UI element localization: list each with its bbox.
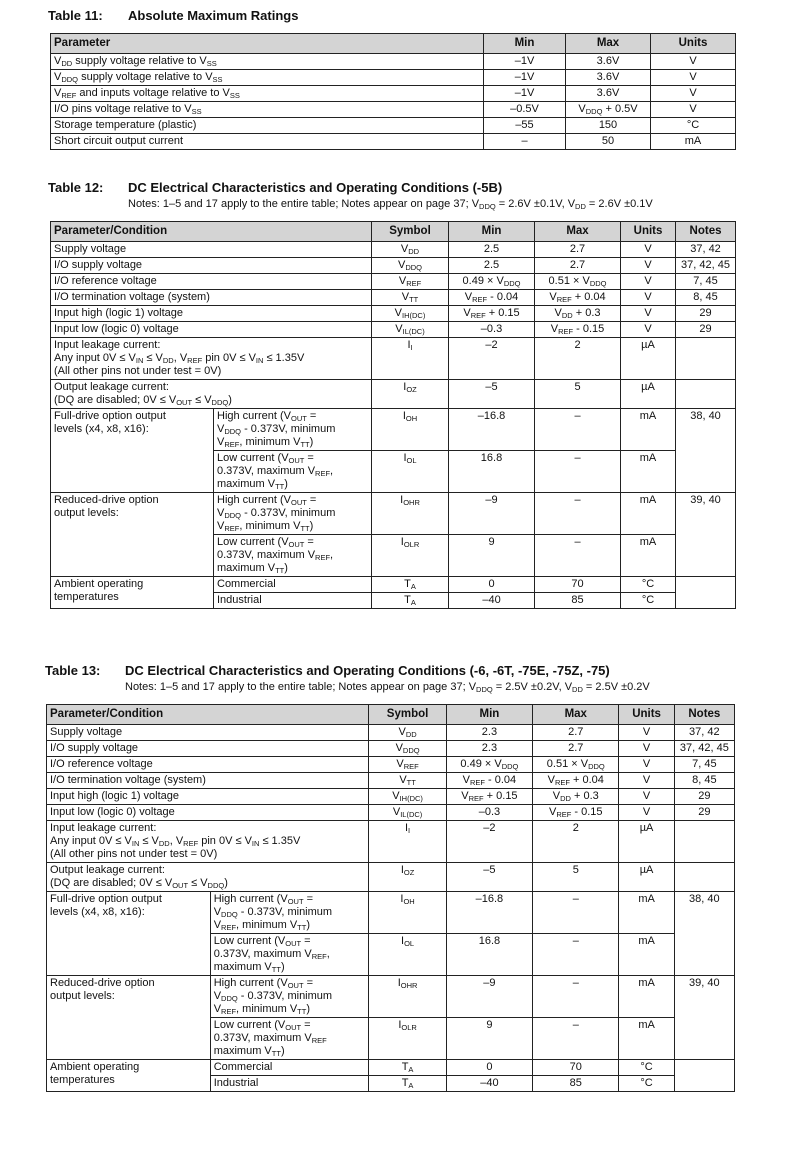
header-cell: Parameter/Condition (47, 705, 369, 725)
condition-cell: Industrial (210, 1076, 369, 1092)
header-cell: Notes (676, 222, 736, 242)
table-row (47, 741, 735, 757)
table-number: Table 12: (48, 180, 104, 195)
symbol-cell: $I_I$ (369, 821, 446, 863)
units-cell: V (619, 789, 674, 805)
min-cell: $V_{REF} + 0.15$ (446, 789, 532, 805)
units-cell: V (621, 290, 676, 306)
table-row (51, 102, 736, 118)
max-cell: – (535, 409, 621, 451)
table-row (47, 1060, 735, 1076)
notes-cell (674, 821, 734, 863)
max-cell: $V_{REF} - 0.15$ (535, 322, 621, 338)
max-cell: 2 (535, 338, 621, 380)
param-cell: Input high (logic 1) voltage (47, 789, 369, 805)
condition-cell: High current ($V_{OUT}$ = $V_{DDQ} - 0.373V$, minimum $V_{REF}$, minimum $V_{TT}$) (210, 976, 369, 1018)
min-cell: –5 (446, 863, 532, 892)
table-row (51, 306, 736, 322)
notes-cell: 37, 42 (674, 725, 734, 741)
max-cell: $V_{REF} - 0.15$ (533, 805, 619, 821)
min-cell: $V_{REF} + 0.15$ (449, 306, 535, 322)
min-cell: 16.8 (446, 934, 532, 976)
units-cell: V (619, 725, 674, 741)
condition-cell: High current ($V_{OUT}$ = $V_{DDQ} - 0.373V$, minimum $V_{REF}$, minimum $V_{TT}$) (210, 892, 369, 934)
min-cell: –1V (484, 54, 566, 70)
min-cell: –2 (446, 821, 532, 863)
min-cell: $V_{REF} - 0.04$ (449, 290, 535, 306)
symbol-cell: $T_A$ (369, 1060, 446, 1076)
notes-cell: 7, 45 (674, 757, 734, 773)
header-cell: Notes (674, 705, 734, 725)
min-cell: –55 (484, 118, 566, 134)
max-cell: 85 (535, 593, 621, 609)
units-cell: °C (651, 118, 736, 134)
symbol-cell: $V_{DD}$ (369, 725, 446, 741)
param-cell: Input leakage current: Any input $0V \le V_{IN} \le V_{DD}$, $V_{REF}$ pin $0V \le V_{IN} \le 1.35V$ (All other pins not under test = 0V) (51, 338, 372, 380)
min-cell: –0.5V (484, 102, 566, 118)
group-label-cell: Full-drive option output levels (x4, x8, x16): (47, 892, 211, 976)
units-cell: mA (621, 493, 676, 535)
units-cell: mA (619, 892, 674, 934)
min-cell: –1V (484, 86, 566, 102)
condition-cell: Low current ($V_{OUT}$ = 0.373V, maximum $V_{REF}$, maximum $V_{TT}$) (214, 535, 372, 577)
header-cell: Units (651, 34, 736, 54)
notes-cell: 39, 40 (674, 976, 734, 1060)
max-cell: $V_{REF} + 0.04$ (535, 290, 621, 306)
max-cell: – (535, 493, 621, 535)
table-header-row (51, 34, 736, 54)
dc-characteristics-6-75-table (46, 704, 735, 1092)
max-cell: – (535, 451, 621, 493)
param-cell: I/O reference voltage (51, 274, 372, 290)
max-cell: – (533, 976, 619, 1018)
notes-cell (676, 380, 736, 409)
max-cell: 2 (533, 821, 619, 863)
symbol-cell: $I_{OL}$ (369, 934, 446, 976)
symbol-cell: $I_I$ (372, 338, 449, 380)
units-cell: V (621, 322, 676, 338)
table-row (47, 725, 735, 741)
param-cell: Supply voltage (47, 725, 369, 741)
header-cell: Min (449, 222, 535, 242)
min-cell: $V_{REF} - 0.04$ (446, 773, 532, 789)
param-cell: I/O supply voltage (47, 741, 369, 757)
min-cell: –9 (449, 493, 535, 535)
header-cell: Units (619, 705, 674, 725)
table-12-caption (48, 180, 502, 195)
symbol-cell: $V_{IH(DC)}$ (369, 789, 446, 805)
max-cell: $V_{REF} + 0.04$ (533, 773, 619, 789)
notes-cell: 29 (676, 306, 736, 322)
table-row (51, 493, 736, 535)
min-cell: –0.3 (449, 322, 535, 338)
min-cell: 2.3 (446, 741, 532, 757)
symbol-cell: $V_{REF}$ (369, 757, 446, 773)
notes-cell: 29 (674, 789, 734, 805)
units-cell: mA (619, 1018, 674, 1060)
max-cell: – (535, 535, 621, 577)
table-13-notes: Notes: 1–5 and 17 apply to the entire table; Notes appear on page 37; $V_{DDQ} = 2.5V \pm 0.2V$, $V_{DD} = 2.5V \pm 0.2V$ (125, 681, 650, 694)
table-row (51, 70, 736, 86)
min-cell: –40 (446, 1076, 532, 1092)
symbol-cell: $I_{OHR}$ (372, 493, 449, 535)
min-cell: 9 (446, 1018, 532, 1060)
group-label-cell: Full-drive option output levels (x4, x8, x16): (51, 409, 214, 493)
units-cell: mA (619, 934, 674, 976)
table-row (51, 54, 736, 70)
table-title: DC Electrical Characteristics and Operating Conditions (-5B) (128, 180, 503, 195)
param-cell: Input high (logic 1) voltage (51, 306, 372, 322)
table-row (47, 757, 735, 773)
units-cell: V (651, 86, 736, 102)
group-label-cell: Reduced-drive option output levels: (51, 493, 214, 577)
max-cell: 5 (533, 863, 619, 892)
header-cell: Max (533, 705, 619, 725)
group-label-cell: Ambient operating temperatures (47, 1060, 211, 1092)
table-row (51, 86, 736, 102)
symbol-cell: $I_{OLR}$ (372, 535, 449, 577)
max-cell: 70 (535, 577, 621, 593)
symbol-cell: $V_{DD}$ (372, 242, 449, 258)
units-cell: µA (621, 338, 676, 380)
table-row (51, 409, 736, 451)
max-cell: $V_{DD} + 0.3$ (535, 306, 621, 322)
min-cell: 0 (449, 577, 535, 593)
param-cell: I/O pins voltage relative to $V_{SS}$ (51, 102, 484, 118)
units-cell: V (651, 54, 736, 70)
min-cell: 2.3 (446, 725, 532, 741)
header-cell: Max (566, 34, 651, 54)
min-cell: –16.8 (446, 892, 532, 934)
param-cell: Input low (logic 0) voltage (47, 805, 369, 821)
header-cell: Parameter (51, 34, 484, 54)
units-cell: V (619, 805, 674, 821)
symbol-cell: $I_{OHR}$ (369, 976, 446, 1018)
units-cell: µA (619, 821, 674, 863)
units-cell: °C (619, 1060, 674, 1076)
header-cell: Min (446, 705, 532, 725)
table-header-row (47, 705, 735, 725)
max-cell: 3.6V (566, 86, 651, 102)
table-row (51, 274, 736, 290)
table-row (47, 805, 735, 821)
symbol-cell: $I_{OH}$ (369, 892, 446, 934)
units-cell: V (619, 757, 674, 773)
max-cell: 150 (566, 118, 651, 134)
condition-cell: Low current ($V_{OUT}$ = 0.373V, maximum $V_{REF}$, maximum $V_{TT}$) (214, 451, 372, 493)
max-cell: $0.51 \times V_{DDQ}$ (533, 757, 619, 773)
min-cell: –1V (484, 70, 566, 86)
max-cell: 85 (533, 1076, 619, 1092)
min-cell: –2 (449, 338, 535, 380)
symbol-cell: $V_{IH(DC)}$ (372, 306, 449, 322)
dc-characteristics-5b-table (50, 221, 736, 609)
symbol-cell: $I_{OL}$ (372, 451, 449, 493)
header-cell: Units (621, 222, 676, 242)
max-cell: 2.7 (535, 242, 621, 258)
max-cell: 3.6V (566, 70, 651, 86)
table-row (51, 322, 736, 338)
table-number: Table 11: (48, 8, 103, 23)
header-cell: Symbol (369, 705, 446, 725)
units-cell: mA (619, 976, 674, 1018)
min-cell: $0.49 \times V_{DDQ}$ (446, 757, 532, 773)
condition-cell: Commercial (210, 1060, 369, 1076)
notes-cell: 7, 45 (676, 274, 736, 290)
max-cell: $0.51 \times V_{DDQ}$ (535, 274, 621, 290)
param-cell: Input leakage current: Any input $0V \le V_{IN} \le V_{DD}$, $V_{REF}$ pin $0V \le V_{IN} \le 1.35V$ (All other pins not under test = 0V) (47, 821, 369, 863)
table-row (47, 976, 735, 1018)
max-cell: $V_{DD} + 0.3$ (533, 789, 619, 805)
min-cell: –40 (449, 593, 535, 609)
units-cell: mA (621, 451, 676, 493)
min-cell: 9 (449, 535, 535, 577)
param-cell: I/O reference voltage (47, 757, 369, 773)
param-cell: Supply voltage (51, 242, 372, 258)
param-cell: I/O termination voltage (system) (51, 290, 372, 306)
max-cell: – (533, 892, 619, 934)
symbol-cell: $T_A$ (372, 593, 449, 609)
min-cell: – (484, 134, 566, 150)
units-cell: µA (619, 863, 674, 892)
notes-cell (674, 1060, 734, 1092)
table-row (51, 380, 736, 409)
table-row (47, 773, 735, 789)
min-cell: –5 (449, 380, 535, 409)
min-cell: –9 (446, 976, 532, 1018)
max-cell: $V_{DDQ} + 0.5V$ (566, 102, 651, 118)
min-cell: –0.3 (446, 805, 532, 821)
condition-cell: High current ($V_{OUT}$ = $V_{DDQ} - 0.373V$, minimum $V_{REF}$, minimum $V_{TT}$) (214, 493, 372, 535)
units-cell: V (621, 258, 676, 274)
table-row (47, 789, 735, 805)
param-cell: I/O supply voltage (51, 258, 372, 274)
table-row (47, 821, 735, 863)
table-11-caption (48, 8, 298, 23)
notes-cell (676, 338, 736, 380)
group-label-cell: Ambient operating temperatures (51, 577, 214, 609)
max-cell: – (533, 1018, 619, 1060)
symbol-cell: $V_{DDQ}$ (372, 258, 449, 274)
symbol-cell: $V_{IL(DC)}$ (372, 322, 449, 338)
min-cell: –16.8 (449, 409, 535, 451)
symbol-cell: $V_{TT}$ (372, 290, 449, 306)
max-cell: 2.7 (535, 258, 621, 274)
notes-cell: 29 (674, 805, 734, 821)
units-cell: °C (621, 593, 676, 609)
symbol-cell: $I_{OZ}$ (372, 380, 449, 409)
condition-cell: Industrial (214, 593, 372, 609)
param-cell: Output leakage current: (DQ are disabled; $0V \le V_{OUT} \le V_{DDQ}$) (51, 380, 372, 409)
table-row (51, 338, 736, 380)
table-row (47, 892, 735, 934)
condition-cell: High current ($V_{OUT}$ = $V_{DDQ} - 0.373V$, minimum $V_{REF}$, minimum $V_{TT}$) (214, 409, 372, 451)
param-cell: $V_{DDQ}$ supply voltage relative to $V_{SS}$ (51, 70, 484, 86)
param-cell: $V_{REF}$ and inputs voltage relative to $V_{SS}$ (51, 86, 484, 102)
condition-cell: Commercial (214, 577, 372, 593)
units-cell: mA (621, 409, 676, 451)
symbol-cell: $T_A$ (369, 1076, 446, 1092)
param-cell: Output leakage current: (DQ are disabled; $0V \le V_{OUT} \le V_{DDQ}$) (47, 863, 369, 892)
min-cell: 2.5 (449, 242, 535, 258)
notes-cell: 38, 40 (674, 892, 734, 976)
notes-cell: 29 (676, 322, 736, 338)
symbol-cell: $V_{REF}$ (372, 274, 449, 290)
units-cell: V (651, 70, 736, 86)
notes-cell: 8, 45 (676, 290, 736, 306)
units-cell: mA (651, 134, 736, 150)
units-cell: V (621, 306, 676, 322)
symbol-cell: $V_{TT}$ (369, 773, 446, 789)
units-cell: °C (621, 577, 676, 593)
notes-cell (676, 577, 736, 609)
max-cell: 5 (535, 380, 621, 409)
notes-cell: 37, 42 (676, 242, 736, 258)
max-cell: 50 (566, 134, 651, 150)
table-row (47, 863, 735, 892)
table-row (51, 134, 736, 150)
absolute-max-ratings-table (50, 33, 736, 150)
symbol-cell: $I_{OZ}$ (369, 863, 446, 892)
param-cell: Short circuit output current (51, 134, 484, 150)
units-cell: °C (619, 1076, 674, 1092)
notes-cell: 37, 42, 45 (676, 258, 736, 274)
notes-cell: 37, 42, 45 (674, 741, 734, 757)
table-row (51, 577, 736, 593)
param-cell: Storage temperature (plastic) (51, 118, 484, 134)
table-row (51, 258, 736, 274)
param-cell: I/O termination voltage (system) (47, 773, 369, 789)
max-cell: 2.7 (533, 725, 619, 741)
table-12-notes: Notes: 1–5 and 17 apply to the entire table; Notes appear on page 37; $V_{DDQ} = 2.6V \pm 0.1V$, $V_{DD} = 2.6V \pm 0.1V$ (128, 198, 653, 211)
header-cell: Parameter/Condition (51, 222, 372, 242)
table-row (51, 242, 736, 258)
units-cell: mA (621, 535, 676, 577)
max-cell: 3.6V (566, 54, 651, 70)
min-cell: 0 (446, 1060, 532, 1076)
notes-cell: 8, 45 (674, 773, 734, 789)
notes-cell: 38, 40 (676, 409, 736, 493)
symbol-cell: $V_{DDQ}$ (369, 741, 446, 757)
units-cell: V (621, 274, 676, 290)
max-cell: – (533, 934, 619, 976)
symbol-cell: $I_{OLR}$ (369, 1018, 446, 1060)
table-title: Absolute Maximum Ratings (128, 8, 299, 23)
param-cell: Input low (logic 0) voltage (51, 322, 372, 338)
group-label-cell: Reduced-drive option output levels: (47, 976, 211, 1060)
symbol-cell: $T_A$ (372, 577, 449, 593)
condition-cell: Low current ($V_{OUT}$ = 0.373V, maximum $V_{REF}$ maximum $V_{TT}$) (210, 1018, 369, 1060)
table-row (51, 118, 736, 134)
units-cell: µA (621, 380, 676, 409)
units-cell: V (621, 242, 676, 258)
units-cell: V (619, 773, 674, 789)
symbol-cell: $I_{OH}$ (372, 409, 449, 451)
header-cell: Symbol (372, 222, 449, 242)
notes-cell (674, 863, 734, 892)
condition-cell: Low current ($V_{OUT}$ = 0.373V, maximum $V_{REF}$, maximum $V_{TT}$) (210, 934, 369, 976)
header-cell: Max (535, 222, 621, 242)
table-title: DC Electrical Characteristics and Operating Conditions (-6, -6T, -75E, -75Z, -75) (125, 663, 610, 678)
table-row (51, 290, 736, 306)
symbol-cell: $V_{IL(DC)}$ (369, 805, 446, 821)
table-13-caption (45, 663, 610, 678)
min-cell: 16.8 (449, 451, 535, 493)
param-cell: $V_{DD}$ supply voltage relative to $V_{SS}$ (51, 54, 484, 70)
min-cell: 2.5 (449, 258, 535, 274)
units-cell: V (619, 741, 674, 757)
table-header-row (51, 222, 736, 242)
max-cell: 2.7 (533, 741, 619, 757)
notes-cell: 39, 40 (676, 493, 736, 577)
table-number: Table 13: (45, 663, 101, 678)
min-cell: $0.49 \times V_{DDQ}$ (449, 274, 535, 290)
units-cell: V (651, 102, 736, 118)
header-cell: Min (484, 34, 566, 54)
max-cell: 70 (533, 1060, 619, 1076)
